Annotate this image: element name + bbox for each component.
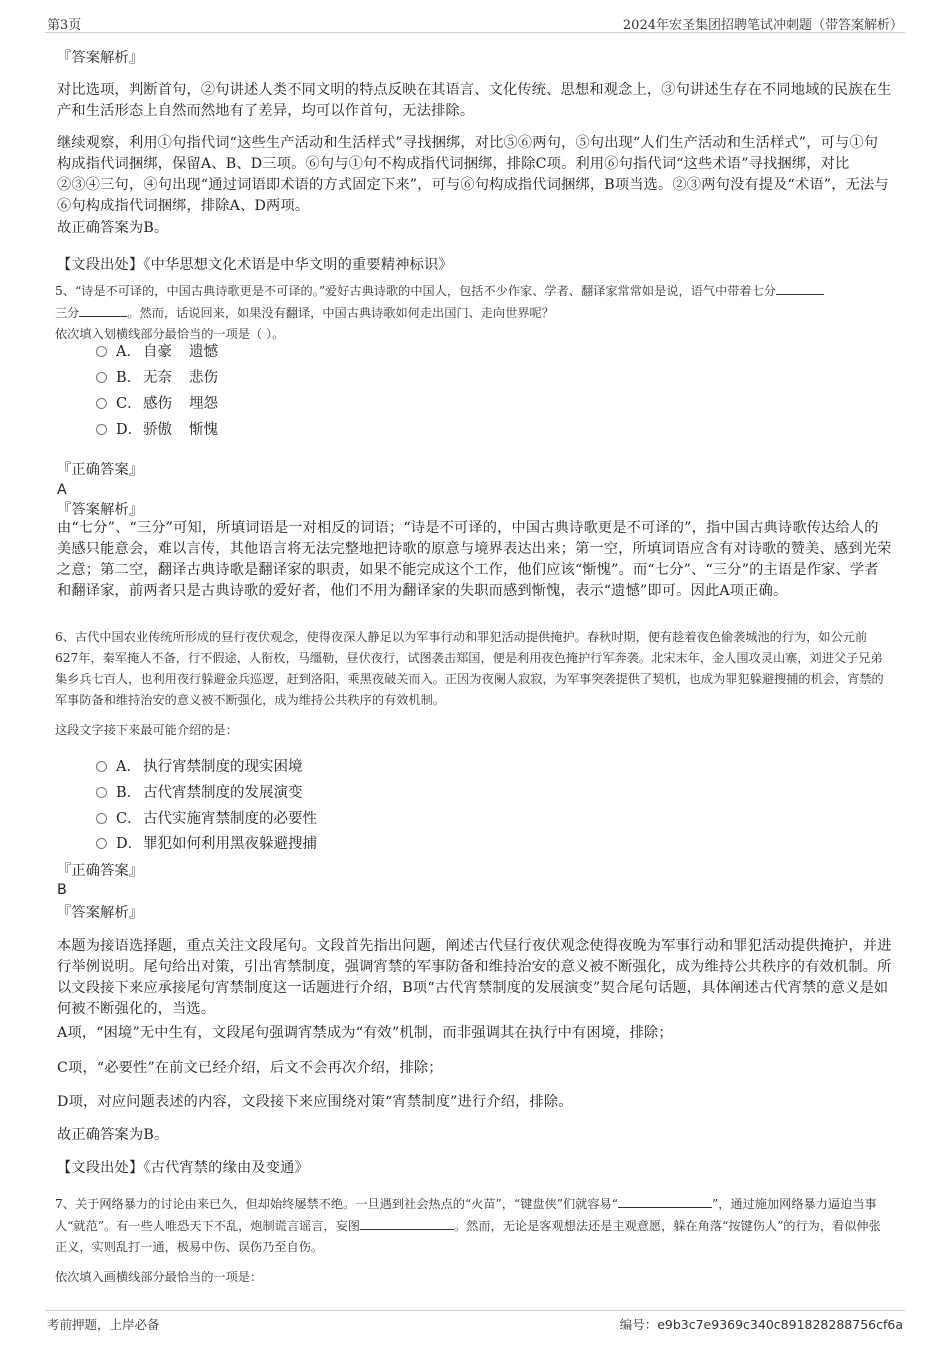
q6-analysis-a: A项，“困境”无中生有，文段尾句强调宵禁成为“有效”机制，而非强调其在执行中有困境，排除； (57, 1025, 673, 1041)
q5-answer: A (57, 482, 67, 498)
q5-option-c[interactable]: C．感伤 埋怨 (96, 393, 218, 415)
radio-icon[interactable] (96, 838, 107, 849)
q5-stem: 5、“诗是不可译的，中国古典诗歌更是不可译的。”爱好古典诗歌的中国人，包括不少作家、学者、翻译家常常如是说，语气中带着七分 三分 。然而，话说回来，如果没有翻译，中国古典诗歌如何走出国门、走向世界呢？ 依次填入划横线部分最恰当的一项是（ ）。 (55, 280, 890, 345)
q7-prompt: 依次填入画横线部分最恰当的一项是： (55, 1270, 263, 1284)
prev-analysis-label: 『答案解析』 (57, 50, 144, 66)
document-code: 编号：e9b3c7e9369c340c891828288756cf6a (619, 1317, 903, 1332)
page-header (45, 12, 905, 33)
radio-icon[interactable] (96, 398, 107, 409)
prev-conclusion: 故正确答案为B。 (57, 220, 169, 236)
q6-analysis-label: 『答案解析』 (57, 905, 144, 921)
q6-source: 【文段出处】《古代宵禁的缘由及变通》 (57, 1160, 309, 1176)
page-number: 第3页 (47, 18, 82, 33)
q6-stem: 6、古代中国农业传统所形成的昼行夜伏观念，使得夜深人静足以为军事行动和罪犯活动提供掩护。春秋时期，便有趁着夜色偷袭城池的行为，如公元前627年，秦军掩人不备，行不假途，人衔枚，马缰勒，昼伏夜行，试图袭击郑国，便是利用夜色掩护行军奔袭。北宋末年，金人围攻灵山寨，刘进父子兄弟集乡兵七百人，也利用夜行躲避金兵巡逻，赶到洛阳，乘黑夜破关而入。正因为夜阑人寂寂，为军事突袭提供了契机，也成为罪犯躲避搜捕的机会，宵禁的军事防备和维持治安的意义被不断强化，成为维持公共秩序的有效机制。 (55, 630, 884, 707)
q6-analysis-d: D项，对应问题表述的内容，文段接下来应围绕对策“宵禁制度”进行介绍，排除。 (57, 1094, 573, 1110)
radio-icon[interactable] (96, 813, 107, 824)
radio-icon[interactable] (96, 787, 107, 798)
prev-source: 【文段出处】《中华思想文化术语是中华文明的重要精神标识》 (57, 257, 453, 273)
q6-answer: B (57, 882, 67, 898)
q6-option-a[interactable]: A． 执行宵禁制度的现实困境 (96, 756, 303, 778)
q6-answer-label: 『正确答案』 (57, 863, 144, 879)
q5-answer-label: 『正确答案』 (57, 462, 144, 478)
footer-slogan: 考前押题，上岸必备 (47, 1317, 160, 1332)
q5-option-a[interactable]: A． 自豪 遗憾 (96, 341, 218, 363)
q6-conclusion: 故正确答案为B。 (57, 1127, 169, 1143)
page-footer (45, 1310, 905, 1332)
q6-option-b[interactable]: B． 古代宵禁制度的发展演变 (96, 782, 303, 804)
radio-icon[interactable] (96, 424, 107, 435)
q6-analysis-p1: 本题为接语选择题，重点关注文段尾句。文段首先指出问题，阐述古代昼行夜伏观念使得夜晚为军事行动和罪犯活动提供掩护，并进行举例说明。尾句给出对策，引出宵禁制度，强调宵禁的军事防备和维持治安的意义被不断强化，成为维持公共秩序的有效机制。所以文段接下来应承接尾句宵禁制度这一话题进行介绍，B项“古代宵禁制度的发展演变”契合尾句话题，具体阐述古代宵禁的意义是如何被不断强化的，当选。 (57, 938, 892, 1017)
q6-analysis-c: C项，“必要性”在前文已经介绍，后文不会再次介绍，排除； (57, 1060, 443, 1076)
q5-option-d[interactable]: D．骄傲 惭愧 (96, 419, 218, 441)
q5-analysis: 由“七分”、“三分”可知，所填词语是一对相反的词语；“诗是不可译的，中国古典诗歌更是不可译的”，指中国古典诗歌传达给人的美感只能意会，难以言传，其他语言将无法完整地把诗歌的原意与境界表达出来；第一空，所填词语应含有对诗歌的赞美、感到光荣之意；第二空，翻译古典诗歌是翻译家的职责，如果不能完成这个工作，他们应该“惭愧”。而“七分”、“三分”的主语是作家、学者和翻译家，前两者只是古典诗歌的爱好者，他们不用为翻译家的失职而感到惭愧，表示“遗憾”即可。因此A项正确。 (57, 520, 892, 599)
radio-icon[interactable] (96, 372, 107, 383)
q7-stem: 7、关于网络暴力的讨论由来已久，但却始终屡禁不绝。一旦遇到社会热点的“火苗”，“键盘侠”们就容易“ ”，通过施加网络暴力逼迫当事人“就范”。有一些人唯恐天下不乱，炮制谎言谣言，妄图 。然而，无论是客观想法还是主观意愿，躲在角落“按键伤人”的行为，看似伸张正义，实则乱打一通，极易中伤、误伤乃至自伤。 (55, 1193, 890, 1258)
q6-option-c[interactable]: C．古代实施宵禁制度的必要性 (96, 808, 317, 830)
prev-analysis-p1: 对比选项，判断首句，②句讲述人类不同文明的特点反映在其语言、文化传统、思想和观念上，③句讲述生存在不同地域的民族在生产和生活形态上自然而然地有了差异，均可以作首句，无法排除。 (57, 82, 892, 119)
q6-prompt: 这段文字接下来最可能介绍的是： (55, 723, 238, 737)
q6-option-d[interactable]: D．罪犯如何利用黑夜躲避搜捕 (96, 833, 317, 855)
document-title: 2024年宏圣集团招聘笔试冲刺题（带答案解析） (622, 18, 903, 33)
q5-analysis-label: 『答案解析』 (57, 502, 144, 518)
prev-analysis-p2: 继续观察，利用①句指代词“这些生产活动和生活样式”寻找捆绑，对比⑤⑥两句，⑤句出现“人们生产活动和生活样式”，可与①句构成指代词捆绑，保留A、B、D三项。⑥句与①句不构成指代词捆绑，排除C项。利用⑥句指代词“这些术语”寻找捆绑，对比②③④三句，④句出现“通过词语即术语的方式固定下来”，可与⑥句构成指代词捆绑，B项当选。②③两句没有提及“术语”，无法与⑥句构成指代词捆绑，排除A、D两项。 (57, 135, 889, 214)
radio-icon[interactable] (96, 761, 107, 772)
q5-option-b[interactable]: B． 无奈 悲伤 (96, 367, 218, 389)
radio-icon[interactable] (96, 346, 107, 357)
